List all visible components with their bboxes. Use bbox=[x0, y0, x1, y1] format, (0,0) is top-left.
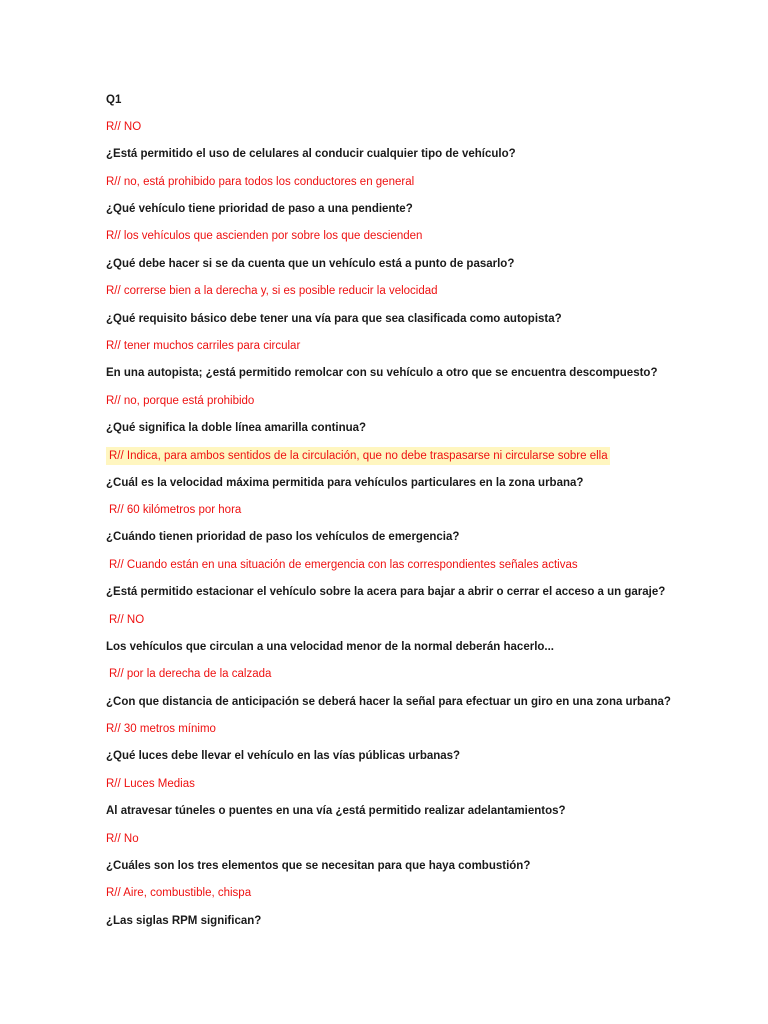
answer-text: R// Aire, combustible, chispa bbox=[106, 887, 252, 899]
question-text: ¿Qué requisito básico debe tener una vía para que sea clasificada como autopista? bbox=[106, 313, 562, 325]
question-text: ¿Qué debe hacer si se da cuenta que un vehículo está a punto de pasarlo? bbox=[106, 258, 515, 270]
answer-text: R// por la derecha de la calzada bbox=[109, 668, 272, 680]
question-text: ¿Qué vehículo tiene prioridad de paso a una pendiente? bbox=[106, 203, 413, 215]
question-text: ¿Está permitido el uso de celulares al conducir cualquier tipo de vehículo? bbox=[106, 148, 516, 160]
answer-text: R// 60 kilómetros por hora bbox=[109, 504, 242, 516]
question-text: ¿Cuándo tienen prioridad de paso los vehículos de emergencia? bbox=[106, 531, 460, 543]
highlighted-answer-text: R// Indica, para ambos sentidos de la circulación, que no debe traspasarse ni circularse sobre ella bbox=[106, 447, 610, 465]
question-text: ¿Cuáles son los tres elementos que se necesitan para que haya combustión? bbox=[106, 860, 531, 872]
question-text: ¿Qué luces debe llevar el vehículo en las vías públicas urbanas? bbox=[106, 750, 461, 762]
question-text: Los vehículos que circulan a una velocidad menor de la normal deberán hacerlo... bbox=[106, 641, 554, 653]
answer-text: R// tener muchos carriles para circular bbox=[106, 340, 301, 352]
question-text: ¿Las siglas RPM significan? bbox=[106, 915, 262, 927]
answer-text: R// no, está prohibido para todos los conductores en general bbox=[106, 176, 415, 188]
answer-text: R// NO bbox=[109, 614, 145, 626]
question-text: ¿Qué significa la doble línea amarilla continua? bbox=[106, 422, 367, 434]
answer-text: R// NO bbox=[106, 121, 142, 133]
answer-text: R// 30 metros mínimo bbox=[106, 723, 216, 735]
answer-text: R// No bbox=[106, 833, 139, 845]
answer-text: R// no, porque está prohibido bbox=[106, 395, 255, 407]
answer-text: R// Cuando están en una situación de emergencia con las correspondientes señales activas bbox=[109, 559, 578, 571]
question-text: En una autopista; ¿está permitido remolcar con su vehículo a otro que se encuentra descompuesto? bbox=[106, 367, 658, 379]
question-text: ¿Está permitido estacionar el vehículo sobre la acera para bajar a abrir o cerrar el acceso a un garaje? bbox=[106, 586, 666, 598]
answer-text: R// los vehículos que ascienden por sobre los que descienden bbox=[106, 230, 423, 242]
question-text: Al atravesar túneles o puentes en una vía ¿está permitido realizar adelantamientos? bbox=[106, 805, 566, 817]
answer-text: R// correrse bien a la derecha y, si es posible reducir la velocidad bbox=[106, 285, 438, 297]
answer-text: R// Luces Medias bbox=[106, 778, 195, 790]
question-text: ¿Cuál es la velocidad máxima permitida para vehículos particulares en la zona urbana? bbox=[106, 477, 584, 489]
question-text: ¿Con que distancia de anticipación se deberá hacer la señal para efectuar un giro en una zona urbana? bbox=[106, 696, 671, 708]
document-heading: Q1 bbox=[106, 94, 122, 106]
